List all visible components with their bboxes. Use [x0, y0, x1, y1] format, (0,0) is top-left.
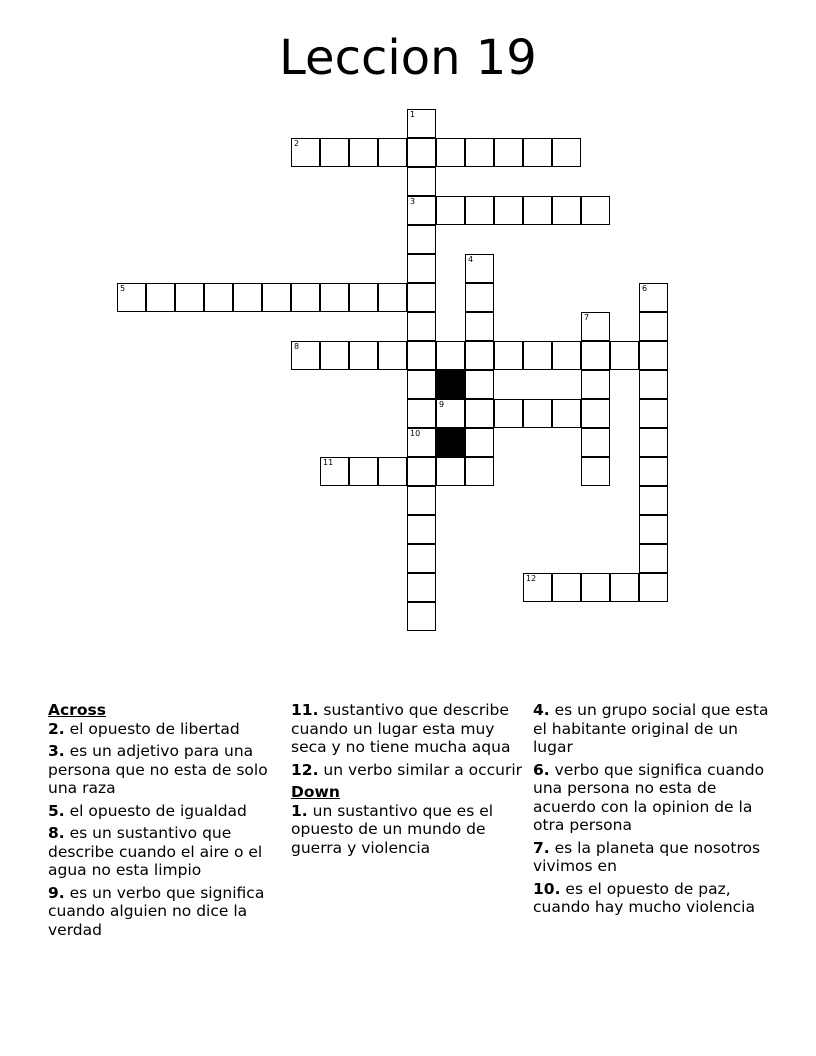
grid-cell[interactable] — [407, 486, 436, 515]
grid-cell[interactable] — [552, 399, 581, 428]
grid-cell[interactable] — [378, 457, 407, 486]
clue-number-label: 6 — [642, 284, 648, 293]
clue-text: un verbo similar a occurir — [323, 760, 523, 779]
clue-number: 12. — [291, 760, 319, 779]
grid-cell[interactable] — [610, 341, 639, 370]
grid-black-square — [436, 370, 465, 399]
grid-cell[interactable] — [639, 573, 668, 602]
grid-cell[interactable] — [378, 138, 407, 167]
clue-text: el opuesto de libertad — [69, 719, 240, 738]
clue-number: 9. — [48, 883, 65, 902]
grid-cell[interactable] — [407, 167, 436, 196]
grid-cell[interactable] — [407, 283, 436, 312]
clue-text: es un grupo social que esta el habitante original de un lugar — [533, 701, 769, 756]
grid-cell[interactable] — [407, 312, 436, 341]
clue-number: 10. — [533, 879, 561, 898]
grid-cell[interactable] — [581, 428, 610, 457]
grid-cell[interactable] — [320, 341, 349, 370]
clue-text: un sustantivo que es el opuesto de un mundo de guerra y violencia — [291, 801, 494, 857]
grid-cell[interactable] — [639, 370, 668, 399]
grid-cell[interactable] — [407, 138, 436, 167]
clue-across-8 — [48, 824, 284, 880]
grid-cell[interactable] — [465, 341, 494, 370]
grid-cell[interactable] — [465, 254, 494, 283]
grid-cell[interactable] — [552, 341, 581, 370]
clue-across-2 — [48, 720, 284, 739]
grid-cell[interactable] — [494, 341, 523, 370]
grid-cell[interactable] — [639, 486, 668, 515]
grid-cell[interactable] — [407, 544, 436, 573]
grid-cell[interactable] — [639, 399, 668, 428]
grid-cell[interactable] — [465, 196, 494, 225]
grid-cell[interactable] — [494, 196, 523, 225]
clues-column-1 — [48, 701, 284, 943]
grid-cell[interactable] — [349, 138, 378, 167]
grid-cell[interactable] — [233, 283, 262, 312]
grid-cell[interactable] — [581, 457, 610, 486]
clue-number-label: 11 — [323, 458, 334, 467]
grid-cell[interactable] — [291, 283, 320, 312]
grid-cell[interactable] — [639, 312, 668, 341]
clue-number: 7. — [533, 838, 550, 857]
grid-cell[interactable] — [349, 341, 378, 370]
clue-text: es un verbo que significa cuando alguien no dice la verdad — [48, 883, 265, 939]
clue-text: el opuesto de igualdad — [69, 801, 247, 820]
grid-cell[interactable] — [552, 196, 581, 225]
grid-cell[interactable] — [639, 428, 668, 457]
grid-cell[interactable] — [552, 138, 581, 167]
grid-cell[interactable] — [407, 602, 436, 631]
across-heading: Across — [48, 701, 106, 719]
grid-cell[interactable] — [407, 109, 436, 138]
clue-number-label: 4 — [468, 255, 474, 264]
grid-cell[interactable] — [407, 515, 436, 544]
grid-cell[interactable] — [494, 138, 523, 167]
clue-number-label: 5 — [120, 284, 126, 293]
grid-cell[interactable] — [436, 341, 465, 370]
clue-across-12 — [291, 761, 527, 780]
grid-cell[interactable] — [378, 341, 407, 370]
grid-cell[interactable] — [407, 428, 436, 457]
grid-cell[interactable] — [581, 341, 610, 370]
grid-cell[interactable] — [407, 196, 436, 225]
grid-cell[interactable] — [523, 138, 552, 167]
clue-down-7 — [533, 839, 769, 876]
grid-cell[interactable] — [610, 573, 639, 602]
grid-cell[interactable] — [407, 573, 436, 602]
grid-cell[interactable] — [639, 457, 668, 486]
grid-cell[interactable] — [407, 370, 436, 399]
grid-cell[interactable] — [407, 341, 436, 370]
clue-number-label: 9 — [439, 400, 445, 409]
clue-number: 4. — [533, 701, 550, 719]
clue-text: verbo que significa cuando una persona no esta de acuerdo con la opinion de la otra persona — [533, 760, 765, 834]
grid-cell[interactable] — [320, 457, 349, 486]
clue-down-4 — [533, 701, 769, 757]
grid-cell[interactable] — [349, 457, 378, 486]
grid-cell[interactable] — [320, 138, 349, 167]
grid-cell[interactable] — [523, 573, 552, 602]
clue-down-6 — [533, 761, 769, 835]
grid-cell[interactable] — [465, 399, 494, 428]
clue-number-label: 3 — [410, 197, 416, 206]
clues-column-2 — [291, 701, 527, 861]
grid-cell[interactable] — [436, 457, 465, 486]
grid-cell[interactable] — [523, 399, 552, 428]
clue-across-9 — [48, 884, 284, 940]
clue-number-label: 10 — [410, 429, 421, 438]
clue-number-label: 12 — [526, 574, 537, 583]
clue-text: sustantivo que describe cuando un lugar esta muy seca y no tiene mucha aqua — [291, 701, 511, 756]
grid-cell[interactable] — [407, 457, 436, 486]
grid-cell[interactable] — [117, 283, 146, 312]
clues-column-3 — [533, 701, 769, 921]
clue-number: 6. — [533, 760, 550, 779]
grid-cell[interactable] — [378, 283, 407, 312]
grid-cell[interactable] — [639, 515, 668, 544]
clue-number-label: 8 — [294, 342, 300, 351]
grid-cell[interactable] — [175, 283, 204, 312]
grid-cell[interactable] — [349, 283, 378, 312]
clue-number-label: 2 — [294, 139, 300, 148]
grid-cell[interactable] — [407, 254, 436, 283]
clue-across-5 — [48, 802, 284, 821]
grid-cell[interactable] — [262, 283, 291, 312]
clue-across-3 — [48, 742, 284, 798]
clue-number: 1. — [291, 801, 308, 820]
grid-cell[interactable] — [291, 341, 320, 370]
clue-text: es el opuesto de paz, cuando hay mucho violencia — [533, 879, 755, 916]
grid-cell[interactable] — [639, 544, 668, 573]
grid-cell[interactable] — [436, 399, 465, 428]
grid-cell[interactable] — [581, 399, 610, 428]
grid-black-square — [436, 428, 465, 457]
grid-cell[interactable] — [465, 312, 494, 341]
grid-cell[interactable] — [436, 196, 465, 225]
grid-cell[interactable] — [581, 370, 610, 399]
grid-cell[interactable] — [465, 138, 494, 167]
grid-cell[interactable] — [436, 138, 465, 167]
grid-cell[interactable] — [581, 312, 610, 341]
grid-cell[interactable] — [581, 196, 610, 225]
clue-down-1 — [291, 802, 527, 858]
grid-cell[interactable] — [494, 399, 523, 428]
page-title: Leccion 19 — [279, 30, 537, 86]
clue-number: 2. — [48, 719, 65, 738]
clue-down-10 — [533, 880, 769, 917]
clue-number: 5. — [48, 801, 65, 820]
clue-text: es un adjetivo para una persona que no esta de solo una raza — [48, 742, 268, 797]
grid-cell[interactable] — [581, 573, 610, 602]
grid-cell[interactable] — [465, 370, 494, 399]
clue-across-11 — [291, 701, 527, 757]
down-heading: Down — [291, 783, 340, 801]
clue-number-label: 1 — [410, 110, 416, 119]
clue-text: es un sustantivo que describe cuando el aire o el agua no esta limpio — [48, 824, 263, 879]
grid-cell[interactable] — [407, 225, 436, 254]
grid-cell[interactable] — [320, 283, 349, 312]
grid-cell[interactable] — [552, 573, 581, 602]
clue-number: 3. — [48, 742, 65, 760]
grid-cell[interactable] — [204, 283, 233, 312]
grid-cell[interactable] — [146, 283, 175, 312]
grid-cell[interactable] — [407, 399, 436, 428]
grid-cell[interactable] — [523, 196, 552, 225]
grid-cell[interactable] — [639, 341, 668, 370]
grid-cell[interactable] — [291, 138, 320, 167]
grid-cell[interactable] — [639, 283, 668, 312]
clue-number: 11. — [291, 701, 319, 719]
clue-number: 8. — [48, 824, 65, 842]
grid-cell[interactable] — [465, 283, 494, 312]
clue-text: es la planeta que nosotros vivimos en — [533, 838, 761, 875]
grid-cell[interactable] — [465, 457, 494, 486]
clue-number-label: 7 — [584, 313, 590, 322]
grid-cell[interactable] — [523, 341, 552, 370]
grid-cell[interactable] — [465, 428, 494, 457]
